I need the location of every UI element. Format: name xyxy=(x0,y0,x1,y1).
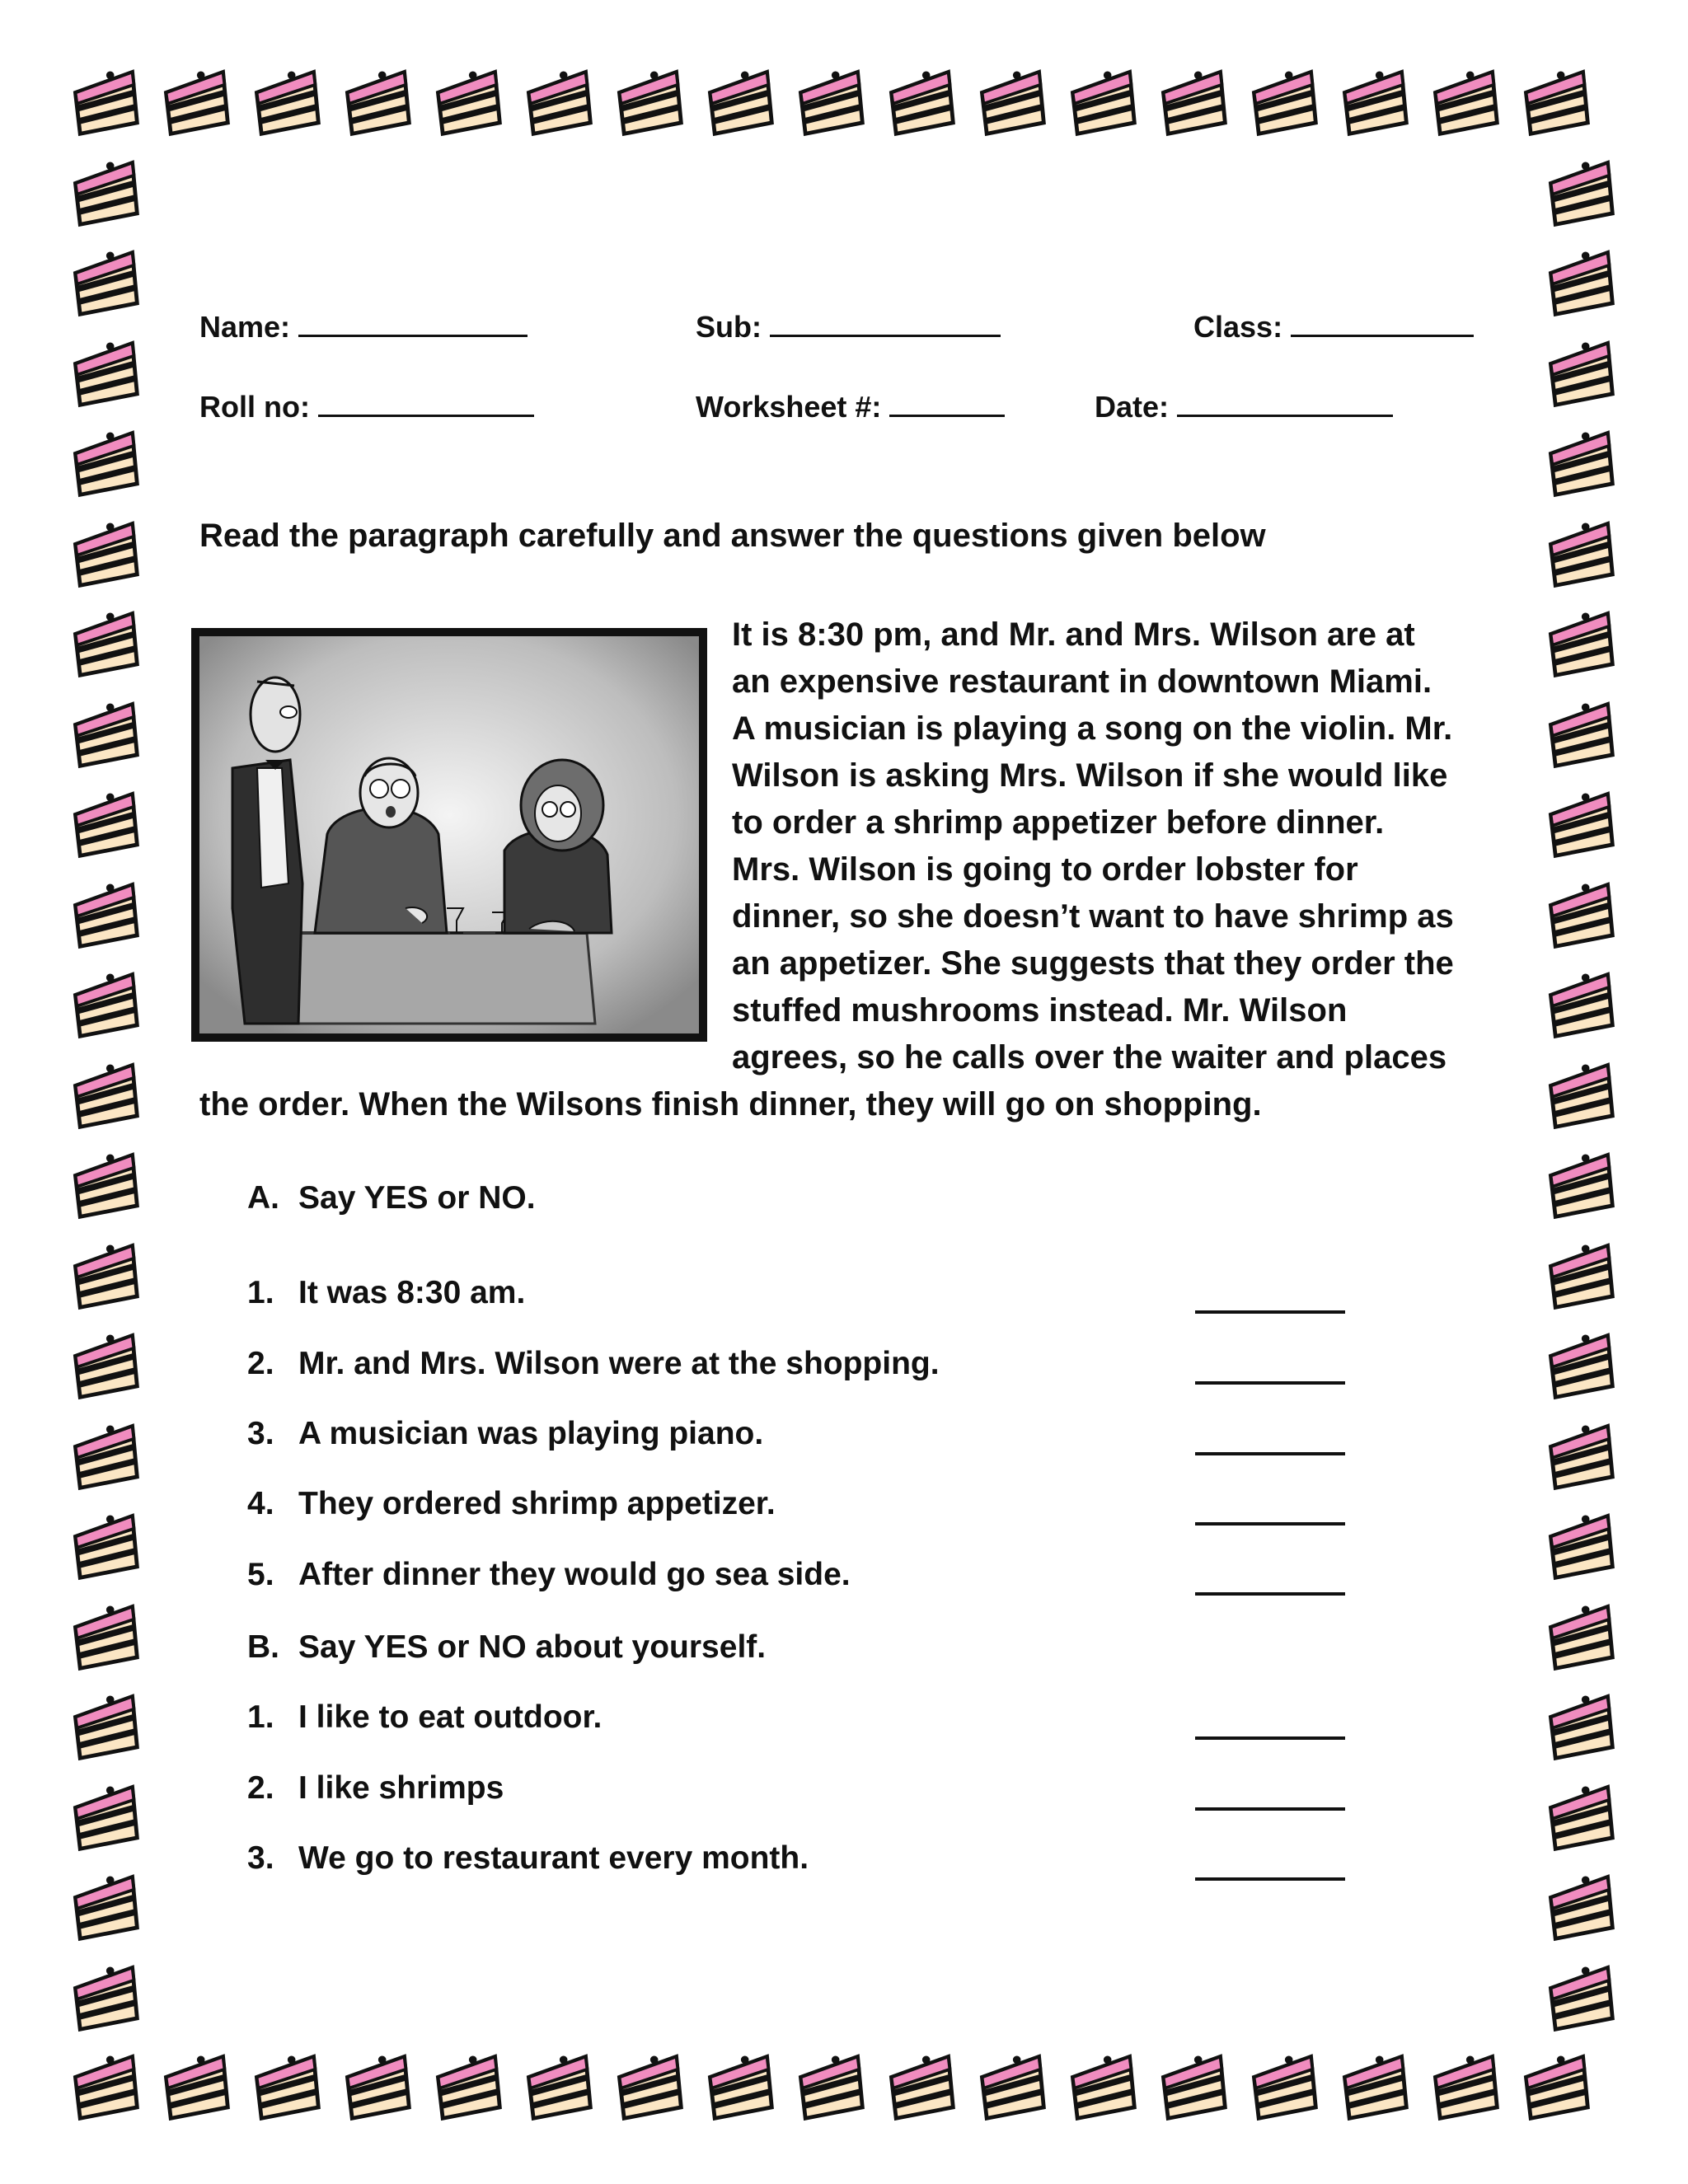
restaurant-cartoon xyxy=(191,628,707,1042)
cake-slice-icon xyxy=(1334,61,1413,140)
name-label: Name: xyxy=(199,310,291,344)
cake-slice-icon xyxy=(1540,1505,1619,1584)
cake-slice-icon xyxy=(1540,1235,1619,1314)
cake-slice-icon xyxy=(1243,2046,1322,2125)
section-b-heading xyxy=(247,1629,766,1666)
answer-blank[interactable] xyxy=(1195,1807,1345,1811)
passage-line: stuffed mushrooms instead. Mr. Wilson xyxy=(732,992,1348,1029)
roll-blank[interactable] xyxy=(318,391,534,417)
question-number: 1. xyxy=(247,1699,274,1735)
cake-slice-icon xyxy=(699,2046,778,2125)
cake-slice-icon xyxy=(971,2046,1050,2125)
answer-blank[interactable] xyxy=(1195,1381,1345,1385)
cake-slice-icon xyxy=(64,963,143,1043)
cake-slice-icon xyxy=(64,1957,143,2036)
cake-slice-icon xyxy=(64,783,143,862)
cake-slice-icon xyxy=(880,2046,959,2125)
cake-slice-icon xyxy=(427,2046,506,2125)
section-b-heading-text: Say YES or NO about yourself. xyxy=(298,1629,767,1665)
question-text: They ordered shrimp appetizer. xyxy=(298,1486,776,1521)
question-number: 5. xyxy=(247,1557,274,1592)
cake-slice-icon xyxy=(427,61,506,140)
question-number: 3. xyxy=(247,1416,274,1451)
answer-blank[interactable] xyxy=(1195,1522,1345,1526)
answer-blank[interactable] xyxy=(1195,1310,1345,1314)
cake-slice-icon xyxy=(1540,152,1619,231)
question-number: 2. xyxy=(247,1346,274,1381)
section-b-marker: B. xyxy=(247,1629,279,1665)
cake-slice-icon xyxy=(1540,1144,1619,1223)
cake-slice-icon xyxy=(64,2046,143,2125)
section-a-heading-text: Say YES or NO. xyxy=(298,1180,536,1216)
cake-slice-icon xyxy=(64,1505,143,1584)
cake-slice-icon xyxy=(608,61,687,140)
passage-line: A musician is playing a song on the violin. Mr. xyxy=(732,710,1453,747)
cake-slice-icon xyxy=(336,61,415,140)
cake-slice-icon xyxy=(64,1866,143,1945)
cake-slice-icon xyxy=(1540,1054,1619,1133)
cake-slice-icon xyxy=(1540,874,1619,953)
sub-field xyxy=(696,310,1001,344)
cake-slice-icon xyxy=(790,61,869,140)
worksheet-field xyxy=(696,390,1005,424)
cake-slice-icon xyxy=(1540,1776,1619,1855)
cake-slice-icon xyxy=(1540,513,1619,592)
cake-slice-icon xyxy=(64,1415,143,1494)
worksheet-blank[interactable] xyxy=(889,391,1005,417)
cake-slice-icon xyxy=(1424,2046,1503,2125)
class-blank[interactable] xyxy=(1291,311,1474,337)
passage-line: Mrs. Wilson is going to order lobster for xyxy=(732,851,1358,888)
passage-line: to order a shrimp appetizer before dinner. xyxy=(732,804,1385,841)
date-blank[interactable] xyxy=(1177,391,1393,417)
cake-slice-icon xyxy=(608,2046,687,2125)
question-item xyxy=(247,1275,525,1311)
cake-slice-icon xyxy=(880,61,959,140)
cake-slice-icon xyxy=(1515,61,1594,140)
cake-slice-icon xyxy=(1540,422,1619,501)
worksheet-label: Worksheet #: xyxy=(696,390,882,424)
cake-slice-icon xyxy=(1540,602,1619,682)
cake-slice-icon xyxy=(64,1144,143,1223)
cake-slice-icon xyxy=(1540,241,1619,321)
name-blank[interactable] xyxy=(298,311,528,337)
question-item xyxy=(247,1840,809,1877)
section-a-marker: A. xyxy=(247,1180,279,1216)
roll-field xyxy=(199,390,534,424)
cake-slice-icon xyxy=(64,513,143,592)
question-number: 1. xyxy=(247,1275,274,1310)
cake-slice-icon xyxy=(64,1685,143,1765)
passage-line: an appetizer. She suggests that they order the xyxy=(732,945,1454,982)
cake-slice-icon xyxy=(1540,1957,1619,2036)
name-field xyxy=(199,310,528,344)
cake-slice-icon xyxy=(64,874,143,953)
section-a-heading xyxy=(247,1180,536,1216)
answer-blank[interactable] xyxy=(1195,1877,1345,1881)
cake-slice-icon xyxy=(64,61,143,140)
passage-line: agrees, so he calls over the waiter and places xyxy=(732,1039,1447,1076)
question-text: I like shrimps xyxy=(298,1770,504,1806)
cake-slice-icon xyxy=(155,2046,234,2125)
date-label: Date: xyxy=(1095,390,1170,424)
cake-slice-icon xyxy=(1540,693,1619,772)
question-item xyxy=(247,1699,602,1736)
cake-slice-icon xyxy=(64,602,143,682)
cake-slice-icon xyxy=(64,422,143,501)
question-text: Mr. and Mrs. Wilson were at the shopping. xyxy=(298,1346,940,1381)
cake-slice-icon xyxy=(246,61,325,140)
question-item xyxy=(247,1346,940,1382)
cake-slice-icon xyxy=(1152,61,1231,140)
cake-slice-icon xyxy=(1334,2046,1413,2125)
cake-slice-icon xyxy=(518,61,597,140)
question-text: It was 8:30 am. xyxy=(298,1275,526,1310)
cake-slice-icon xyxy=(1152,2046,1231,2125)
cake-slice-icon xyxy=(1424,61,1503,140)
roll-label: Roll no: xyxy=(199,390,310,424)
answer-blank[interactable] xyxy=(1195,1452,1345,1455)
sub-label: Sub: xyxy=(696,310,762,344)
answer-blank[interactable] xyxy=(1195,1592,1345,1596)
cake-slice-icon xyxy=(64,1324,143,1404)
cake-slice-icon xyxy=(1243,61,1322,140)
cake-slice-icon xyxy=(790,2046,869,2125)
passage-line: the order. When the Wilsons finish dinner, they will go on shopping. xyxy=(199,1086,1262,1122)
question-item xyxy=(247,1416,763,1452)
cake-slice-icon xyxy=(1540,1415,1619,1494)
question-number: 3. xyxy=(247,1840,274,1876)
cake-slice-icon xyxy=(1062,61,1141,140)
passage-line: an expensive restaurant in downtown Miami. xyxy=(732,663,1432,700)
cake-slice-icon xyxy=(1540,1866,1619,1945)
passage-line: dinner, so she doesn’t want to have shrimp as xyxy=(732,898,1454,935)
class-label: Class: xyxy=(1193,310,1283,344)
cake-slice-icon xyxy=(1540,1596,1619,1675)
cake-slice-icon xyxy=(64,1596,143,1675)
cake-slice-icon xyxy=(699,61,778,140)
cake-slice-icon xyxy=(1540,963,1619,1043)
cake-slice-icon xyxy=(64,693,143,772)
question-text: After dinner they would go sea side. xyxy=(298,1557,851,1592)
cake-slice-icon xyxy=(64,1054,143,1133)
date-field xyxy=(1095,390,1393,424)
cake-slice-icon xyxy=(1540,1324,1619,1404)
cake-slice-icon xyxy=(64,1776,143,1855)
passage-line: Wilson is asking Mrs. Wilson if she would like xyxy=(732,757,1448,794)
cake-slice-icon xyxy=(1540,1685,1619,1765)
question-item xyxy=(247,1770,504,1807)
cake-slice-icon xyxy=(1515,2046,1594,2125)
cake-slice-icon xyxy=(155,61,234,140)
passage-line: It is 8:30 pm, and Mr. and Mrs. Wilson are at xyxy=(732,616,1415,653)
cake-slice-icon xyxy=(518,2046,597,2125)
cake-slice-icon xyxy=(1540,332,1619,411)
cake-slice-icon xyxy=(246,2046,325,2125)
answer-blank[interactable] xyxy=(1195,1736,1345,1740)
cake-slice-icon xyxy=(1540,783,1619,862)
cake-slice-icon xyxy=(64,332,143,411)
class-field xyxy=(1193,310,1474,344)
instruction-text: Read the paragraph carefully and answer the questions given below xyxy=(199,518,1266,554)
cake-slice-icon xyxy=(1062,2046,1141,2125)
question-item xyxy=(247,1486,776,1522)
cake-slice-icon xyxy=(64,241,143,321)
question-text: A musician was playing piano. xyxy=(298,1416,764,1451)
cake-slice-icon xyxy=(64,1235,143,1314)
question-text: I like to eat outdoor. xyxy=(298,1699,603,1735)
question-number: 2. xyxy=(247,1770,274,1806)
cake-slice-icon xyxy=(64,152,143,231)
question-item xyxy=(247,1557,851,1593)
question-number: 4. xyxy=(247,1486,274,1521)
sub-blank[interactable] xyxy=(770,311,1001,337)
cake-slice-icon xyxy=(336,2046,415,2125)
question-text: We go to restaurant every month. xyxy=(298,1840,809,1876)
cake-slice-icon xyxy=(971,61,1050,140)
